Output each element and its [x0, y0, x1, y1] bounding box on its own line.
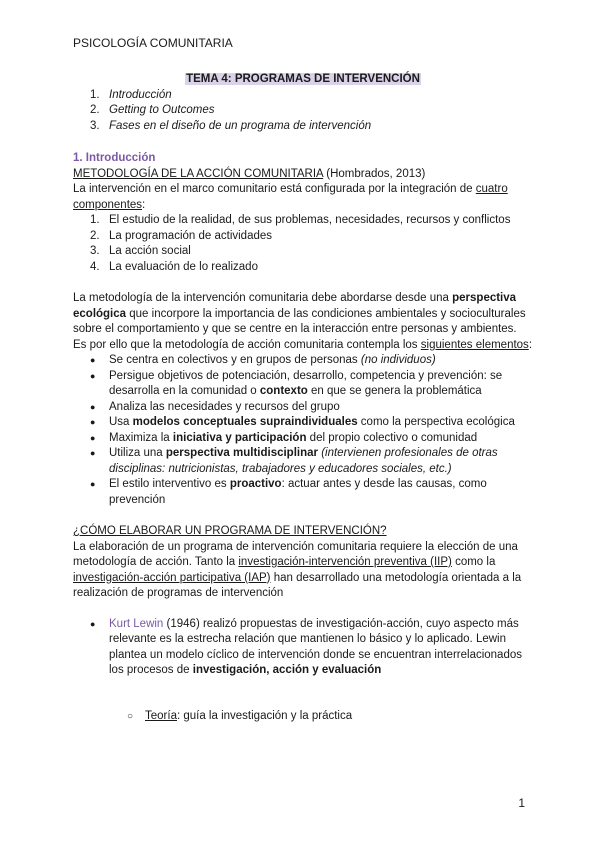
list-item: ● Analiza las necesidades y recursos del grupo — [73, 400, 533, 416]
toc-item: 2. Getting to Outcomes — [90, 104, 215, 116]
section-heading-introduccion: 1. Introducción — [73, 152, 156, 164]
list-item: 2. La programación de actividades — [90, 229, 273, 242]
kurt-lewin-name: Kurt Lewin — [109, 617, 164, 630]
table-of-contents — [73, 88, 533, 135]
page-number: 1 — [518, 796, 525, 810]
lewin-list — [73, 617, 533, 679]
components-list — [73, 213, 533, 275]
ecological-paragraph: La metodología de la intervención comunitaria debe abordarse desde una perspectiva ecológica que incorpore la importancia de las condiciones ambientales y socioculturales sobre el comportamiento y que se centre en la interacción entre personas y ambientes. Es por ello que la metodología de acción comunitaria contempla los siguientes elementos: — [73, 292, 533, 351]
list-item: ● El estilo interventivo es proactivo: actuar antes y desde las causas, como prevención — [73, 477, 533, 508]
list-item: ● Kurt Lewin (1946) realizó propuestas de investigación-acción, cuyo aspecto más relevante es la estrecha relación que mantienen lo básico y lo aplicado. Lewin plantea un modelo cíclico de intervención donde se encuentran interrelacionados los procesos de investigación, acción y evaluación — [73, 617, 533, 679]
list-item: 3. La acción social — [90, 245, 191, 257]
section-heading-como-elaborar: ¿CÓMO ELABORAR UN PROGRAMA DE INTERVENCIÓN? — [73, 525, 387, 537]
subheading-metodologia: METODOLOGÍA DE LA ACCIÓN COMUNITARIA (Hombrados, 2013) — [73, 167, 426, 180]
intro-paragraph: La intervención en el marco comunitario está configurada por la integración de cuatro componentes: — [73, 183, 508, 211]
list-item: ● Se centra en colectivos y en grupos de personas (no individuos) — [73, 353, 533, 369]
document-title: TEMA 4: PROGRAMAS DE INTERVENCIÓN — [186, 73, 420, 85]
list-item: 1. El estudio de la realidad, de sus problemas, necesidades, recursos y conflictos — [90, 214, 511, 226]
list-item: ● Maximiza la iniciativa y participación del propio colectivo o comunidad — [73, 431, 533, 447]
toc-item: 1. Introducción — [90, 88, 172, 101]
list-item: 4. La evaluación de lo realizado — [90, 260, 258, 273]
page-header: PSICOLOGÍA COMUNITARIA — [73, 36, 233, 50]
list-item: ● Utiliza una perspectiva multidisciplinar (intervienen profesionales de otras disciplinas: nutricionistas, trabajadores y educadores sociales, etc.) — [73, 446, 533, 477]
list-item: ○ Teoría: guía la investigación y la práctica — [73, 709, 533, 725]
toc-item: 3. Fases en el diseño de un programa de intervención — [90, 119, 372, 132]
elements-list — [73, 353, 533, 508]
methodology-paragraph: La elaboración de un programa de intervención comunitaria requiere la elección de una metodología de acción. Tanto la investigación-intervención preventiva (IIP) como la investigación-acción participativa (IAP) han desarrollado una metodología orientada a la realización de programas de intervención — [73, 540, 522, 599]
list-item: ● Persigue objetivos de potenciación, desarrollo, competencia y prevención: se desarrolla en la comunidad o contexto en que se genera la problemática — [73, 369, 533, 400]
page-content — [73, 72, 533, 724]
list-item: ● Usa modelos conceptuales supraindividuales como la perspectiva ecológica — [73, 415, 533, 431]
theory-list — [73, 709, 533, 725]
